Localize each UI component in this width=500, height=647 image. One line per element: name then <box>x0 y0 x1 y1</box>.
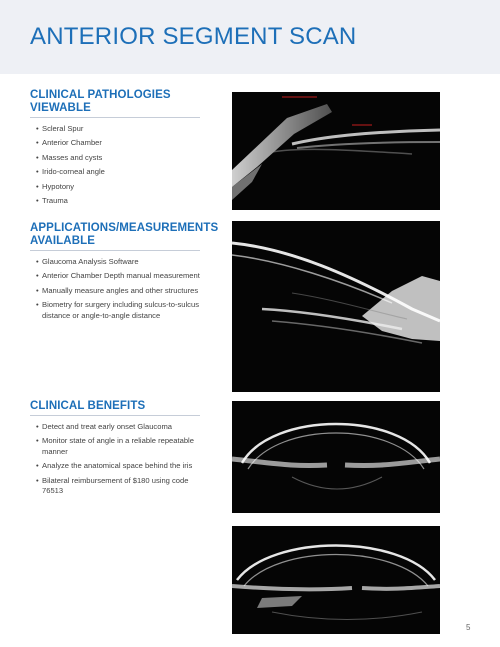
page-header <box>0 0 500 74</box>
list-item: • Glaucoma Analysis Software <box>36 257 200 267</box>
section-clinical-benefits <box>30 400 200 500</box>
section-applications-measurements <box>30 222 219 325</box>
list-item: • Biometry for surgery including sulcus-to-sulcus distance or angle-to-angle distance <box>36 300 200 321</box>
scan-image-angle <box>232 92 440 210</box>
section-heading: CLINICAL PATHOLOGIES VIEWABLE <box>30 89 200 118</box>
list-item: • Scleral Spur <box>36 124 200 134</box>
list-item: • Hypotony <box>36 182 200 192</box>
section-heading: APPLICATIONS/MEASUREMENTS AVAILABLE <box>30 222 200 251</box>
list-item: • Masses and cysts <box>36 153 200 163</box>
list-item: • Anterior Chamber <box>36 138 200 148</box>
page-title: ANTERIOR SEGMENT SCAN <box>30 23 357 50</box>
scan-image-chamber-2 <box>232 526 440 634</box>
list-item: • Analyze the anatomical space behind the iris <box>36 461 200 471</box>
pathologies-list <box>30 124 200 206</box>
benefits-list <box>30 422 200 496</box>
list-item: • Monitor state of angle in a reliable repeatable manner <box>36 436 200 457</box>
list-item: • Manually measure angles and other structures <box>36 286 200 296</box>
list-item: • Bilateral reimbursement of $180 using code 76513 <box>36 476 200 497</box>
list-item: • Irido-corneal angle <box>36 167 200 177</box>
scan-image-chamber-1 <box>232 401 440 513</box>
section-heading: CLINICAL BENEFITS <box>30 400 200 416</box>
list-item: • Detect and treat early onset Glaucoma <box>36 422 200 432</box>
scan-image-iris <box>232 221 440 392</box>
section-clinical-pathologies <box>30 89 200 210</box>
list-item: • Anterior Chamber Depth manual measurement <box>36 271 200 281</box>
list-item: • Trauma <box>36 196 200 206</box>
applications-list <box>30 257 200 321</box>
page-number: 5 <box>466 623 471 632</box>
